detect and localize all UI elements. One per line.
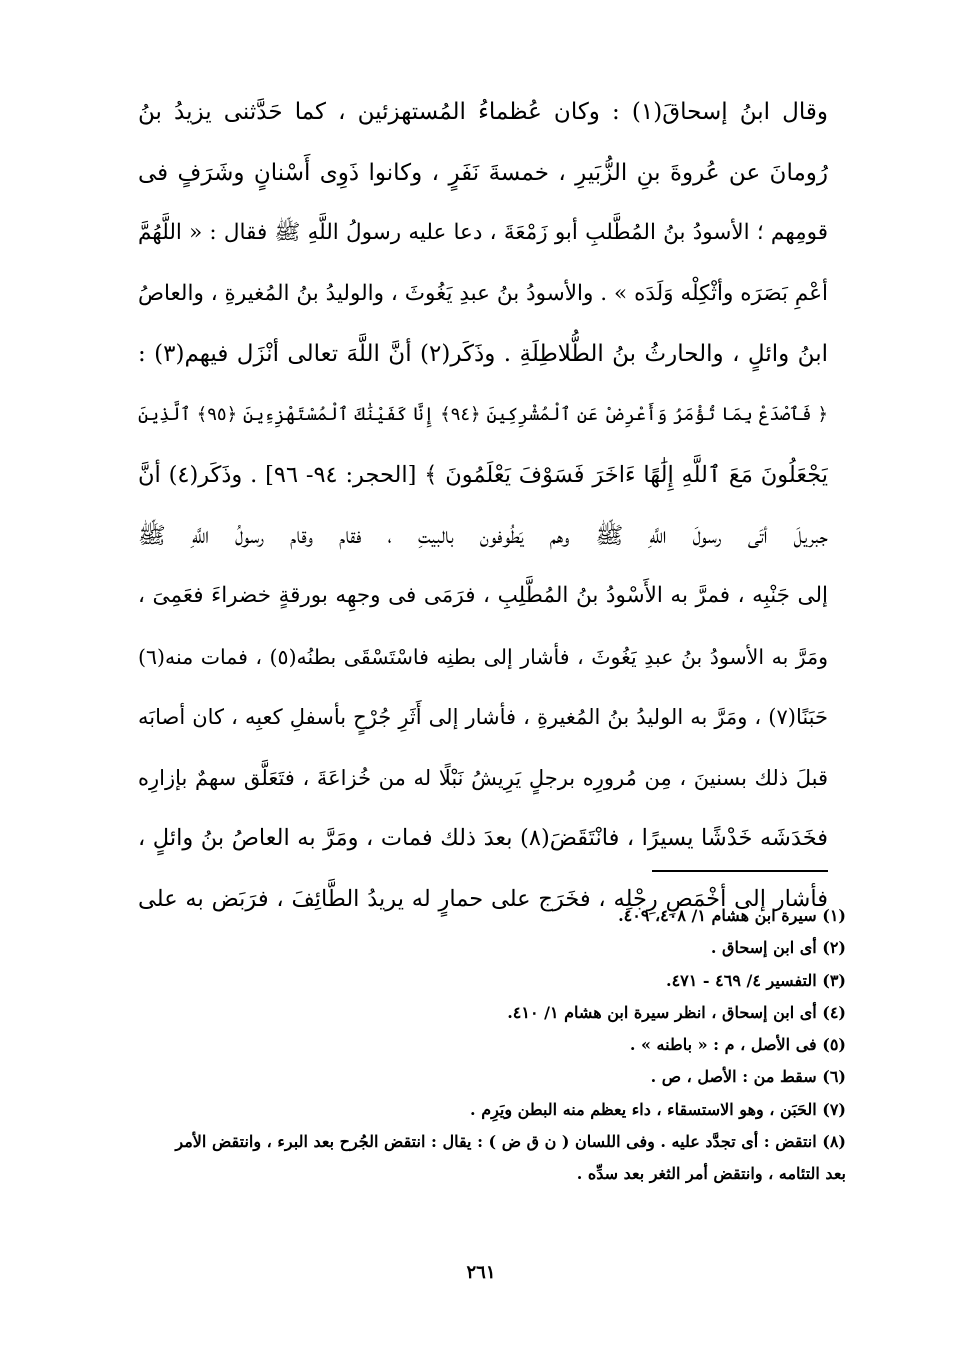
footnote-8-continued: بعد التئامه ، وانتقض أمر الثغر بعد سدِّه . — [576, 1164, 846, 1184]
footnote-4: (٤) أى ابن إسحاق ، انظر سيرة ابن هشام ١/ ٤١٠. — [507, 1002, 846, 1022]
text-line: جبريلَ أتَى رسولَ اللَّهِ ﷺ وهم يَطُوفون بالبيتِ ، فقام وقام رسولُ اللَّهِ ﷺ — [138, 522, 828, 549]
text-line: ومَرَّ به الأسودُ بنُ عبدِ يَغُوثَ ، فأشار إلى بطنِه فاسْتَسْقَى بطنُه(٥) ، فمات منه(٦) — [138, 644, 828, 669]
text-line: فخَدَشَه خَدْشًا يسيرًا ، فانْتَقَضَ(٨) بعدَ ذلك فمات ، ومَرَّ به العاصُ بنُ وائلٍ ، — [138, 825, 828, 851]
text-line: قومِهم ؛ الأسودُ بنُ المُطَّلبِ أبو زَمْعَةَ ، دعا عليه رسولُ اللَّهِ ﷺ فقال : « اللَّهُمَّ — [138, 220, 828, 245]
footnote-1: (١) سيرة ابن هشام ١/ ٤٠٨، ٤٠٩. — [618, 906, 846, 925]
footnote-2: (٢) أى ابن إسحاق . — [710, 938, 846, 958]
text-line: فأشار إلى أخْمَصِ رِجْلِه ، فخَرَج على حمارٍ له يريدُ الطَّائِفَ ، فرَبَض به على — [138, 885, 828, 912]
text-line: رُومانَ عن عُروةَ بنِ الزُّبَيرِ ، خمسةَ نَفَرٍ ، وكانوا ذَوِى أَسْنانٍ وشَرَفٍ فى — [138, 159, 828, 186]
footnote-separator — [652, 870, 828, 872]
quran-verse-line: ﴿ فَٱصْدَعْ بِمَا تُؤْمَرُ وَأَعْرِضْ عَنِ ٱلْمُشْرِكِينَ ﴿٩٤﴾ إِنَّا كَفَيْنَٰكَ ٱلْمُسْتَهْزِءِينَ ﴿٩٥﴾ ٱلَّذِينَ — [138, 403, 828, 425]
text-line: وقال ابنُ إسحاقَ(١) : وكان عُظماءُ المُستهزئين ، كما حَدَّثنى يزيدُ بنُ — [138, 99, 828, 125]
footnote-6: (٦) سقط من : الأصل ، ص . — [650, 1067, 846, 1087]
text-line: قبلَ ذلك بسنينَ ، مِن مُرورِه برجلٍ يَرِيشُ نَبْلًا له من خُزاعَةَ ، فتَعَلَّق سهمٌ بإزارِه — [138, 765, 828, 790]
text-line: حَبَنًا(٧) ، ومَرَّ به الوليدُ بنُ المُغيرةِ ، فأشار إلى أَثَرِ جُرْحٍ بأسفلِ كعبِه ، كان أصابَه — [138, 705, 828, 729]
page-number: ٢٦١ — [466, 1262, 496, 1283]
text-line: أعْمِ بَصَرَه وأثْكِلْه وَلَدَه » . والأسودُ بنُ عبدِ يَغُوثَ ، والوليدُ بنُ المُغيرةِ ، والعاصُ — [138, 280, 828, 306]
main-text — [138, 82, 828, 929]
footnote-7: (٧) الحَبَن ، وهو الاستسقاء ، داء يعظم منه البطن ويَرِم . — [470, 1099, 846, 1119]
quran-verse-line: يَجْعَلُونَ مَعَ ٱللَّهِ إِلَٰهًا ءَاخَرَ فَسَوْفَ يَعْلَمُونَ ﴾ [الحجر: ٩٤- ٩٦] . وذَكَر(٤) أنَّ — [138, 462, 828, 488]
text-line: إلى جَنْبِه ، فمرَّ به الأَسْودُ بنُ المُطَّلِبِ ، فرَمَى فى وجهِه بورقةٍ خضراءَ فعَمِىَ ، — [138, 583, 828, 608]
footnote-3: (٣) التفسير ٤/ ٤٦٩ - ٤٧١. — [666, 970, 846, 990]
text-line: ابنُ وائلٍ ، والحارثُ بنُ الطُّلاطِلَةِ . وذَكَر(٢) أنَّ اللَّهَ تعالى أنْزَل فيهم(٣) : — [138, 341, 828, 367]
footnote-5: (٥) فى الأصل ، م : « باطنه » . — [629, 1035, 846, 1055]
footnotes — [134, 900, 846, 1191]
footnote-8: (٨) انتقض : أى تجدَّد عليه . وفى اللسان ( ن ق ض ) : يقال : انتقض الجُرح بعد البرء ، وانتقض الأمر — [175, 1132, 846, 1152]
